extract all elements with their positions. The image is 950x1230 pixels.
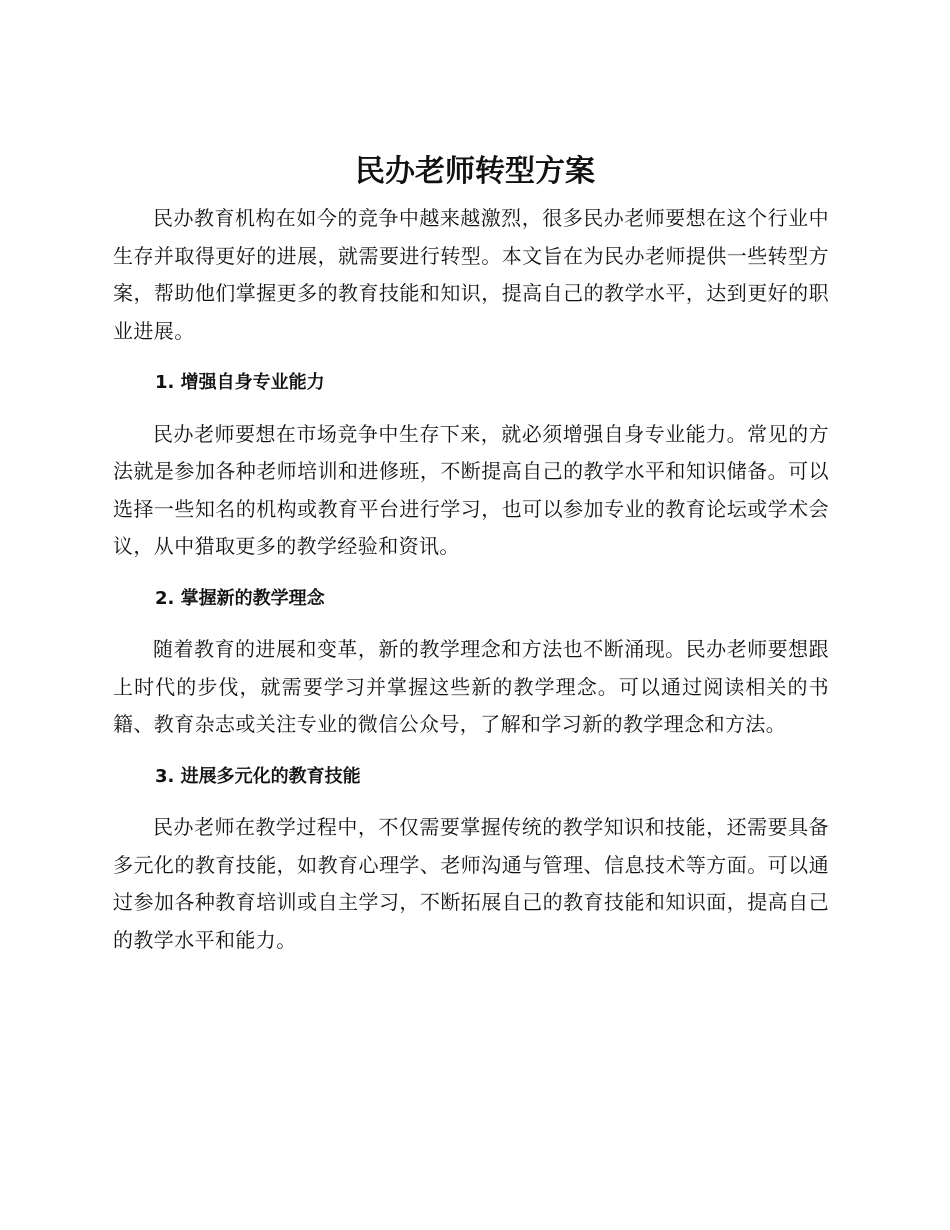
section-heading: 2. 掌握新的教学理念 bbox=[155, 587, 325, 609]
document-title: 民办老师转型方案 bbox=[355, 154, 595, 189]
section-2 bbox=[113, 580, 829, 744]
section-heading: 3. 进展多元化的教育技能 bbox=[155, 765, 361, 787]
section-3 bbox=[113, 758, 829, 960]
intro-paragraph: 民办教育机构在如今的竞争中越来越激烈，很多民办老师要想在这个行业中生存并取得更好的进展，就需要进行转型。本文旨在为民办老师提供一些转型方案，帮助他们掌握更多的教育技能和知识，提高自己的教学水平，达到更好的职业进展。 bbox=[113, 206, 829, 343]
section-paragraph: 民办老师要想在市场竞争中生存下来，就必须增强自身专业能力。常见的方法就是参加各种老师培训和进修班，不断提高自己的教学水平和知识储备。可以选择一些知名的机构或教育平台进行学习，也可以参加专业的教育论坛或学术会议，从中猎取更多的教学经验和资讯。 bbox=[113, 421, 829, 558]
section-paragraph: 民办老师在教学过程中，不仅需要掌握传统的教学知识和技能，还需要具备多元化的教育技能，如教育心理学、老师沟通与管理、信息技术等方面。可以通过参加各种教育培训或自主学习，不断拓展自己的教育技能和知识面，提高自己的教学水平和能力。 bbox=[113, 815, 829, 952]
document-body bbox=[113, 200, 829, 959]
section-paragraph: 随着教育的进展和变革，新的教学理念和方法也不断涌现。民办老师要想跟上时代的步伐，就需要学习并掌握这些新的教学理念。可以通过阅读相关的书籍、教育杂志或关注专业的微信公众号，了解和学习新的教学理念和方法。 bbox=[113, 637, 829, 736]
section-1 bbox=[113, 364, 829, 566]
section-heading: 1. 增强自身专业能力 bbox=[155, 372, 325, 393]
